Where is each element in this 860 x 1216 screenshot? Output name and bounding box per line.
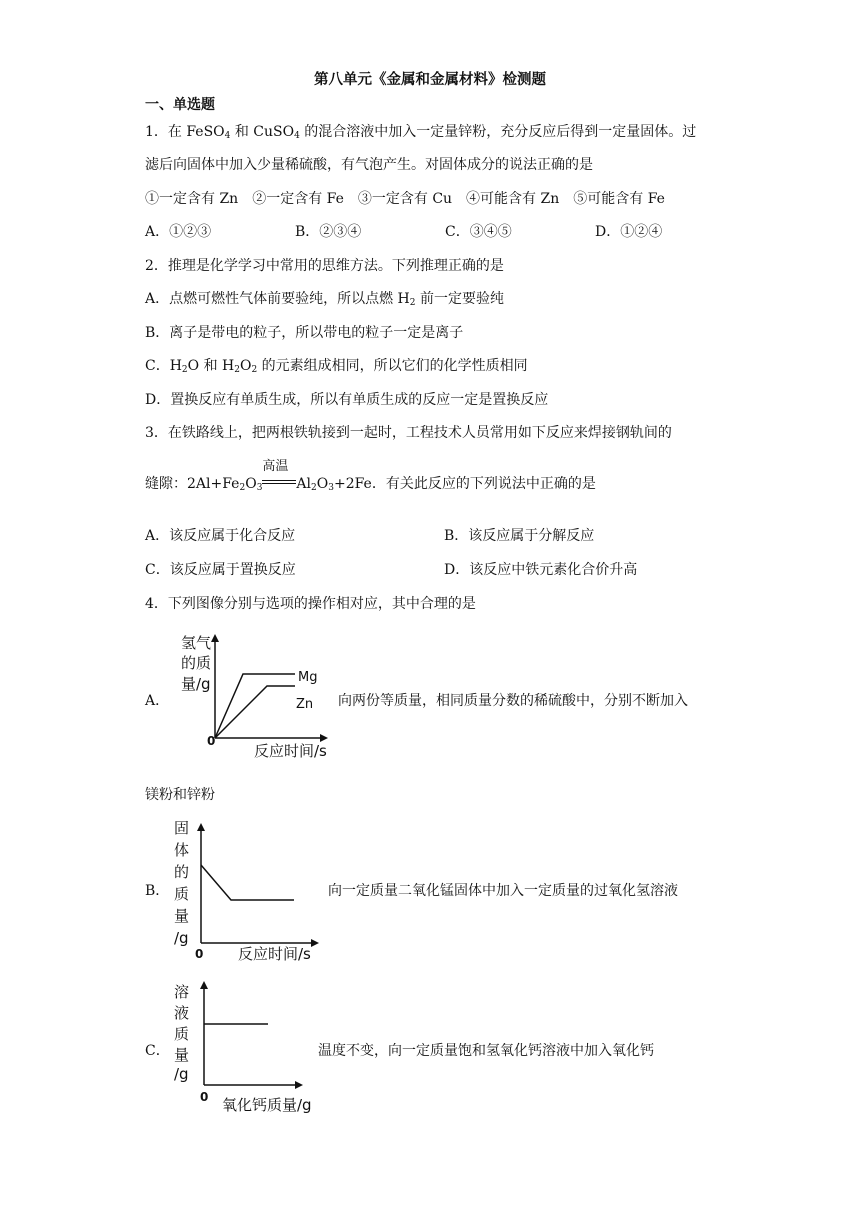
q1-stem-line1: 1．在 FeSO$_4$ 和 CuSO$_4$ 的混合溶液中加入一定量锌粉，充分反应后得到一定量固体。过 — [145, 124, 697, 141]
q4-graph-c — [168, 975, 328, 1119]
q1-option-b[interactable]: B．②③④ — [295, 224, 362, 240]
reaction-condition: 高温 — [262, 459, 289, 474]
q2-option-b[interactable]: B．离子是带电的粒子，所以带电的粒子一定是离子 — [145, 325, 464, 341]
q4-option-a-text-cont: 镁粉和锌粉 — [145, 787, 215, 803]
q3-option-b[interactable]: B．该反应属于分解反应 — [444, 528, 595, 544]
q1-option-c[interactable]: C．③④⑤ — [445, 224, 512, 240]
q2-stem: 2．推理是化学学习中常用的思维方法。下列推理正确的是 — [145, 258, 504, 274]
graph-b-ylabel-4: 质 — [174, 885, 190, 903]
graph-c-xlabel: 氧化钙质量/g — [222, 1096, 312, 1114]
reaction-condition-arrow — [262, 459, 296, 488]
graph-a-series-zn: Zn — [296, 697, 314, 712]
q1-stem-line2: 滤后向固体中加入少量稀硫酸，有气泡产生。对固体成分的说法正确的是 — [145, 157, 593, 173]
graph-a-ylabel-1: 氢气 — [181, 634, 212, 652]
graph-c-ylabel-3: 质 — [174, 1025, 190, 1043]
q4-graph-a — [175, 628, 335, 767]
graph-a-origin: 0 — [207, 734, 216, 748]
q4-option-b-text: 向一定质量二氧化锰固体中加入一定质量的过氧化氢溶液 — [328, 883, 678, 899]
graph-c-ylabel-1: 溶 — [174, 983, 190, 1001]
q2-option-d[interactable]: D．置换反应有单质生成，所以有单质生成的反应一定是置换反应 — [145, 392, 549, 408]
q4-option-a-text: 向两份等质量，相同质量分数的稀硫酸中，分别不断加入 — [338, 693, 688, 709]
graph-c-ylabel-4: 量 — [174, 1046, 190, 1064]
q4-option-b-label[interactable]: B． — [145, 883, 170, 899]
q4-graph-b — [168, 815, 328, 969]
q4-option-c-text: 温度不变，向一定质量饱和氢氧化钙溶液中加入氧化钙 — [318, 1043, 654, 1059]
graph-b-ylabel-1: 固 — [174, 819, 190, 837]
graph-b-ylabel-2: 体 — [174, 841, 190, 859]
q3-equation: 缝隙：$2Al+Fe_2O_3$ 高温 $Al_2O_3+2Fe$．有关此反应的下列说法中正确的是 — [145, 473, 596, 493]
graph-a-series-mg: Mg — [298, 670, 318, 685]
graph-b-xlabel: 反应时间/s — [238, 945, 311, 963]
page-title: 第八单元《金属和金属材料》检测题 — [314, 71, 546, 88]
graph-b-line — [201, 865, 294, 900]
q1-option-d[interactable]: D．①②④ — [595, 224, 663, 240]
q3-option-c[interactable]: C．该反应属于置换反应 — [145, 562, 296, 578]
q4-stem: 4．下列图像分别与选项的操作相对应，其中合理的是 — [145, 596, 476, 612]
graph-c-origin: 0 — [200, 1090, 209, 1104]
graph-a-ylabel-2: 的质 — [181, 654, 212, 672]
q2-option-a[interactable]: A．点燃可燃性气体前要验纯，所以点燃 $H_2$ 前一定要验纯 — [145, 291, 504, 308]
q3-option-d[interactable]: D．该反应中铁元素化合价升高 — [444, 562, 638, 578]
q1-statements: ①一定含有 Zn ②一定含有 Fe ③一定含有 Cu ④可能含有 Zn ⑤可能含有 Fe — [145, 191, 665, 207]
q1-option-a[interactable]: A．①②③ — [145, 224, 212, 240]
graph-a-xlabel: 反应时间/s — [254, 742, 327, 760]
graph-b-ylabel-5: 量 — [174, 907, 190, 925]
graph-a-ylabel-3: 量/g — [181, 675, 211, 693]
graph-a-line-mg — [215, 674, 295, 738]
q3-stem: 3．在铁路线上，把两根铁轨接到一起时，工程技术人员常用如下反应来焊接钢轨间的 — [145, 425, 672, 441]
graph-b-ylabel-3: 的 — [174, 863, 190, 881]
graph-b-origin: 0 — [195, 947, 204, 961]
section-heading: 一、单选题 — [145, 97, 215, 113]
q3-option-a[interactable]: A．该反应属于化合反应 — [145, 528, 296, 544]
q4-option-c-label[interactable]: C． — [145, 1043, 170, 1059]
graph-c-ylabel-5: /g — [174, 1065, 189, 1083]
graph-c-ylabel-2: 液 — [174, 1004, 190, 1022]
q4-option-a-label[interactable]: A． — [145, 693, 170, 709]
graph-b-ylabel-6: /g — [174, 929, 189, 947]
q2-option-c[interactable]: C．$H_2O$ 和 $H_2O_2$ 的元素组成相同，所以它们的化学性质相同 — [145, 358, 528, 375]
